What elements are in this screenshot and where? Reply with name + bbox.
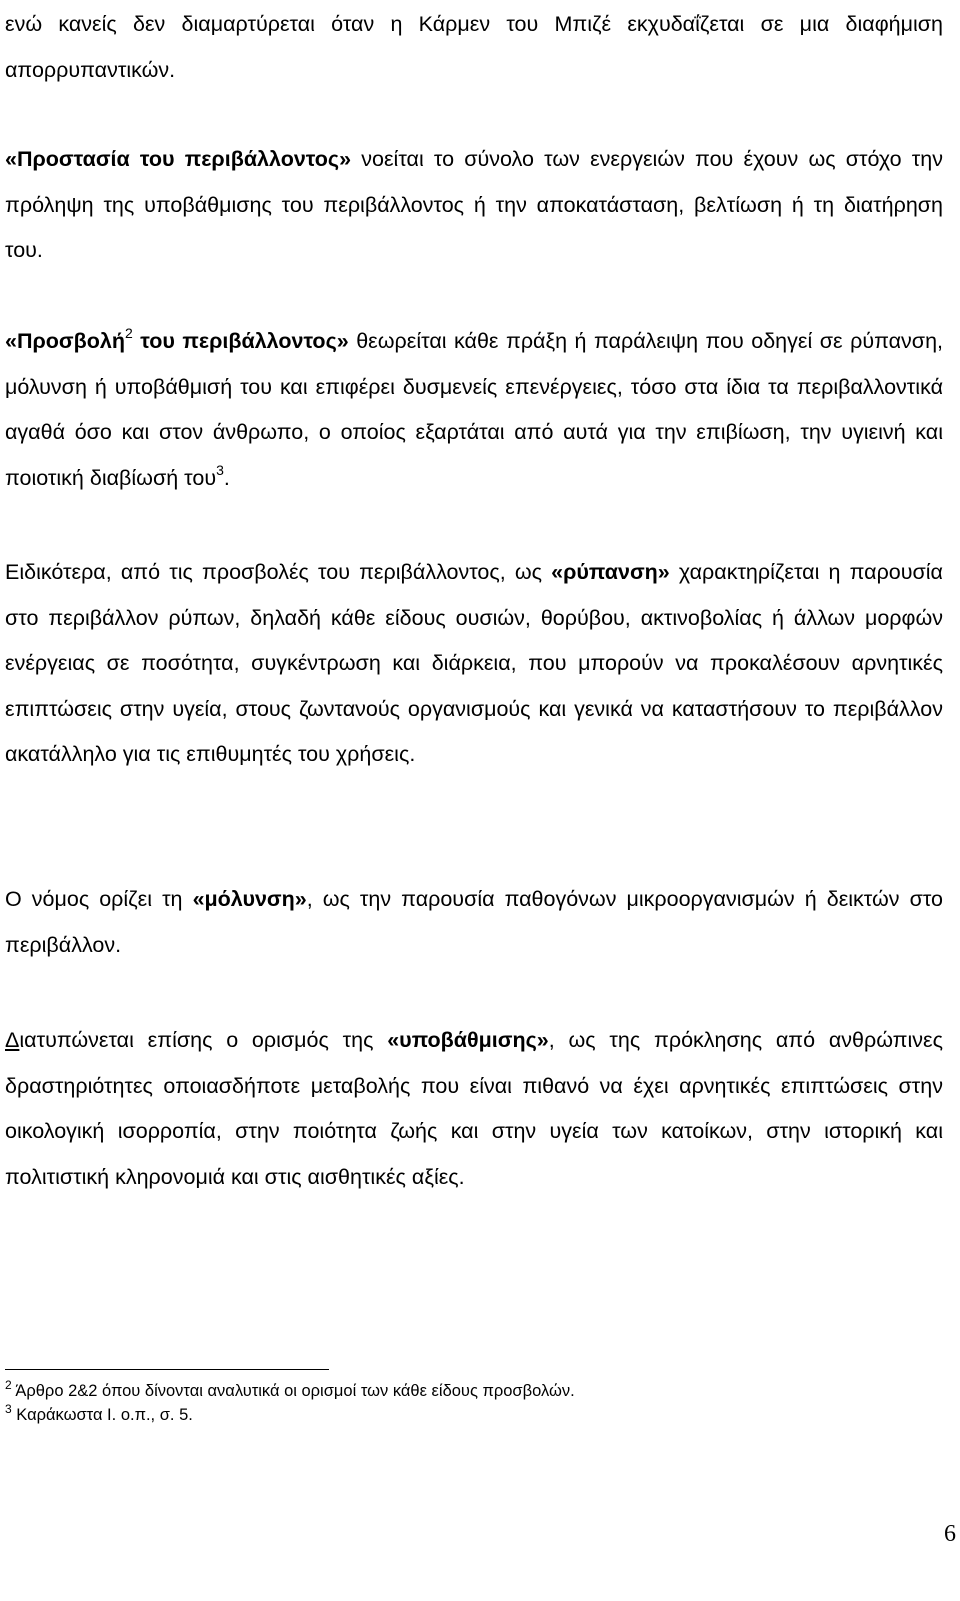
contamination-lead: Ο νόμος ορίζει τη xyxy=(5,887,193,911)
insult-term-part1: «Προσβολή xyxy=(5,329,125,353)
footnote-2-text: Άρθρο 2&2 όπου δίνονται αναλυτικά οι ορισμοί των κάθε είδους προσβολών. xyxy=(11,1382,575,1400)
page-number: 6 xyxy=(944,1521,956,1547)
contamination-definition: , ως την παρουσία παθογόνων μικροοργανισμών ή δεικτών στο περιβάλλον. xyxy=(5,887,943,957)
degradation-first-letter: Δ xyxy=(5,1028,20,1052)
degradation-definition: , ως της πρόκλησης από ανθρώπινες δραστηριότητες οποιασδήποτε μεταβολής που είναι πιθανό να έχει αρνητικές επιπτώσεις στην οικολογική ισορροπία, στην ποιότητα ζωής και στην υγεία των κατοίκων, στην ιστορική και πολιτιστική κληρονομιά και στις αισθητικές αξίες. xyxy=(5,1028,943,1189)
footnote-2 xyxy=(5,1378,575,1401)
environment-insult-paragraph xyxy=(5,319,943,501)
pollution-term: «ρύπανση» xyxy=(551,560,670,584)
footnote-separator xyxy=(5,1369,329,1370)
contamination-paragraph xyxy=(5,877,943,968)
protection-term: «Προστασία του περιβάλλοντος» xyxy=(5,147,352,171)
pollution-lead: Ειδικότερα, από τις προσβολές του περιβάλλοντος, ως xyxy=(5,560,552,584)
pollution-paragraph xyxy=(5,550,943,778)
environment-protection-paragraph xyxy=(5,137,943,274)
degradation-lead: ιατυπώνεται επίσης ο ορισμός της xyxy=(19,1028,388,1052)
protection-definition: νοείται το σύνολο των ενεργειών που έχουν ως στόχο την πρόληψη της υποβάθμισης του περιβάλλοντος ή την αποκατάσταση, βελτίωση ή τη διατήρηση του. xyxy=(5,147,943,262)
contamination-term: «μόλυνση» xyxy=(192,887,307,911)
degradation-term: «υποβάθμισης» xyxy=(387,1028,549,1052)
footnote-ref-2[interactable]: 2 xyxy=(124,325,133,341)
insult-term-part2: του περιβάλλοντος» xyxy=(132,329,349,353)
insult-end: . xyxy=(223,465,230,490)
insult-definition: θεωρείται κάθε πράξη ή παράλειψη που οδηγεί σε ρύπανση, μόλυνση ή υποβάθμισή του και επιφέρει δυσμενείς επενέργειες, τόσο στα ίδια τα περιβαλλοντικά αγαθά όσο και στον άνθρωπο, ο οποίος εξαρτάται από αυτά για την επιβίωση, την υγιεινή και ποιοτική διαβίωσή του xyxy=(5,329,943,490)
footnote-3-number: 3 xyxy=(5,1402,12,1416)
pollution-definition: χαρακτηρίζεται η παρουσία στο περιβάλλον ρύπων, δηλαδή κάθε είδους ουσιών, θορύβου, ακτινοβολίας ή άλλων μορφών ενέργειας σε ποσότητα, συγκέντρωση και διάρκεια, που μπορούν να προκαλέσουν αρνητικές επιπτώσεις στην υγεία, στους ζωντανούς οργανισμούς και γενικά να καταστήσουν το περιβάλλον ακατάλληλο για τις επιθυμητές του χρήσεις. xyxy=(5,560,943,766)
footnote-3 xyxy=(5,1402,193,1425)
intro-paragraph: ενώ κανείς δεν διαμαρτύρεται όταν η Κάρμεν του Μπιζέ εκχυδαΐζεται σε μια διαφήμιση απορρυπαντικών. xyxy=(5,12,943,82)
footnote-3-text: Καράκωστα Ι. ο.π., σ. 5. xyxy=(11,1406,193,1424)
footnote-ref-3[interactable]: 3 xyxy=(216,461,224,478)
footnote-2-number: 2 xyxy=(5,1378,12,1392)
degradation-paragraph xyxy=(5,1018,943,1200)
